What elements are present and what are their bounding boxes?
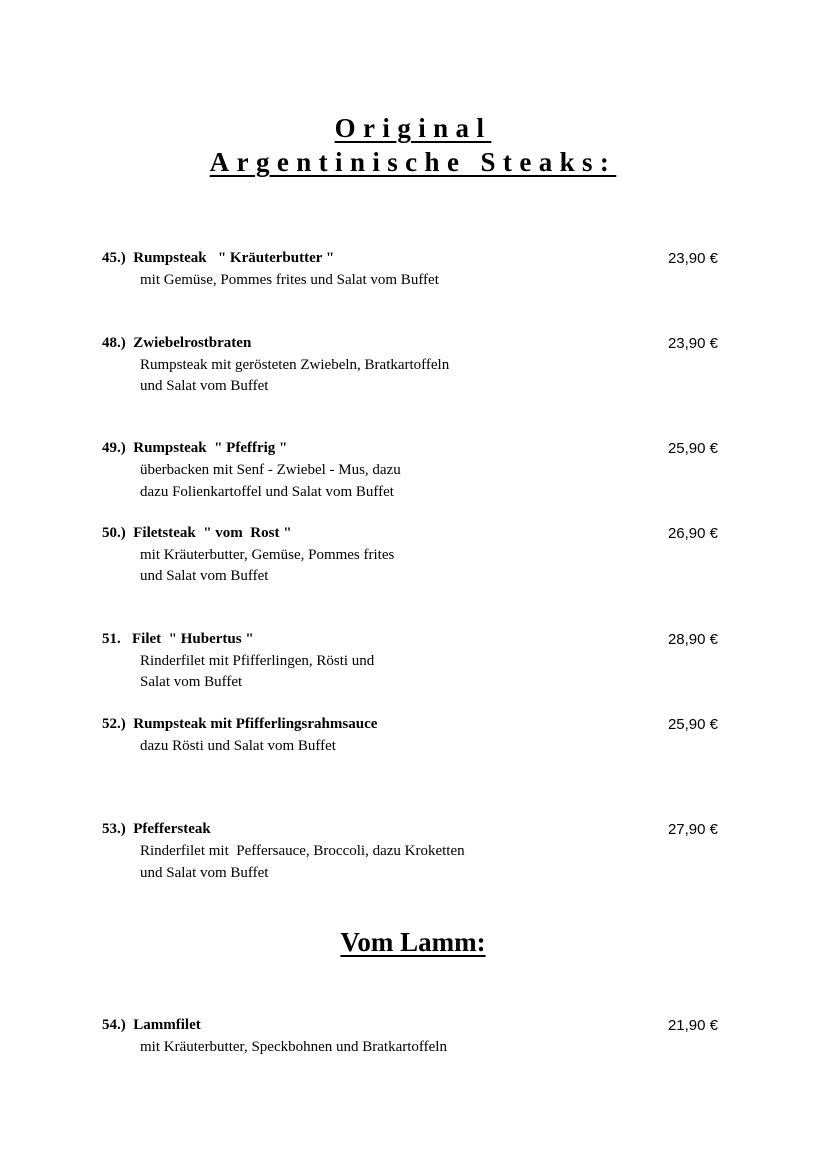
menu-item-price: 21,90 € bbox=[667, 1017, 718, 1034]
menu-item-title: 49.) Rumpsteak " Pfeffrig " bbox=[102, 440, 288, 456]
menu-item-price: 28,90 € bbox=[667, 631, 718, 648]
menu-item-price: 26,90 € bbox=[667, 525, 718, 542]
menu-item-description: überbacken mit Senf - Zwiebel - Mus, dazu bbox=[140, 462, 401, 478]
menu-item-description: und Salat vom Buffet bbox=[140, 378, 269, 394]
menu-item-price: 27,90 € bbox=[667, 821, 718, 838]
menu-item-price: 23,90 € bbox=[667, 335, 718, 352]
section-heading-original: Original bbox=[334, 113, 492, 143]
menu-item-description: Rinderfilet mit Peffersauce, Broccoli, dazu Kroketten bbox=[140, 843, 465, 859]
section-heading-lamb: Vom Lamm: bbox=[340, 927, 486, 957]
menu-item-description: mit Gemüse, Pommes frites und Salat vom Buffet bbox=[140, 272, 439, 288]
section-heading-argentine-steaks: Argentinische Steaks: bbox=[209, 147, 617, 177]
menu-item-price: 25,90 € bbox=[667, 440, 718, 457]
menu-item-description: und Salat vom Buffet bbox=[140, 865, 269, 881]
menu-item-price: 25,90 € bbox=[667, 716, 718, 733]
menu-item-title: 52.) Rumpsteak mit Pfifferlingsrahmsauce bbox=[102, 716, 378, 732]
menu-item-description: dazu Rösti und Salat vom Buffet bbox=[140, 738, 336, 754]
menu-item-price: 23,90 € bbox=[667, 250, 718, 267]
menu-item-description: Rinderfilet mit Pfifferlingen, Rösti und bbox=[140, 653, 375, 669]
menu-item-title: 51. Filet " Hubertus " bbox=[102, 631, 254, 647]
menu-item-title: 50.) Filetsteak " vom Rost " bbox=[102, 525, 292, 541]
menu-item-description: mit Kräuterbutter, Speckbohnen und Bratkartoffeln bbox=[140, 1039, 447, 1055]
menu-item-description: dazu Folienkartoffel und Salat vom Buffet bbox=[140, 484, 394, 500]
menu-item-title: 48.) Zwiebelrostbraten bbox=[102, 335, 252, 351]
menu-item-description: und Salat vom Buffet bbox=[140, 568, 269, 584]
menu-item-description: Rumpsteak mit gerösteten Zwiebeln, Bratkartoffeln bbox=[140, 357, 450, 373]
menu-item-title: 53.) Pfeffersteak bbox=[102, 821, 211, 837]
menu-item-description: Salat vom Buffet bbox=[140, 674, 243, 690]
menu-item-title: 54.) Lammfilet bbox=[102, 1017, 201, 1033]
menu-item-description: mit Kräuterbutter, Gemüse, Pommes frites bbox=[140, 547, 395, 563]
menu-item-title: 45.) Rumpsteak " Kräuterbutter " bbox=[102, 250, 335, 266]
